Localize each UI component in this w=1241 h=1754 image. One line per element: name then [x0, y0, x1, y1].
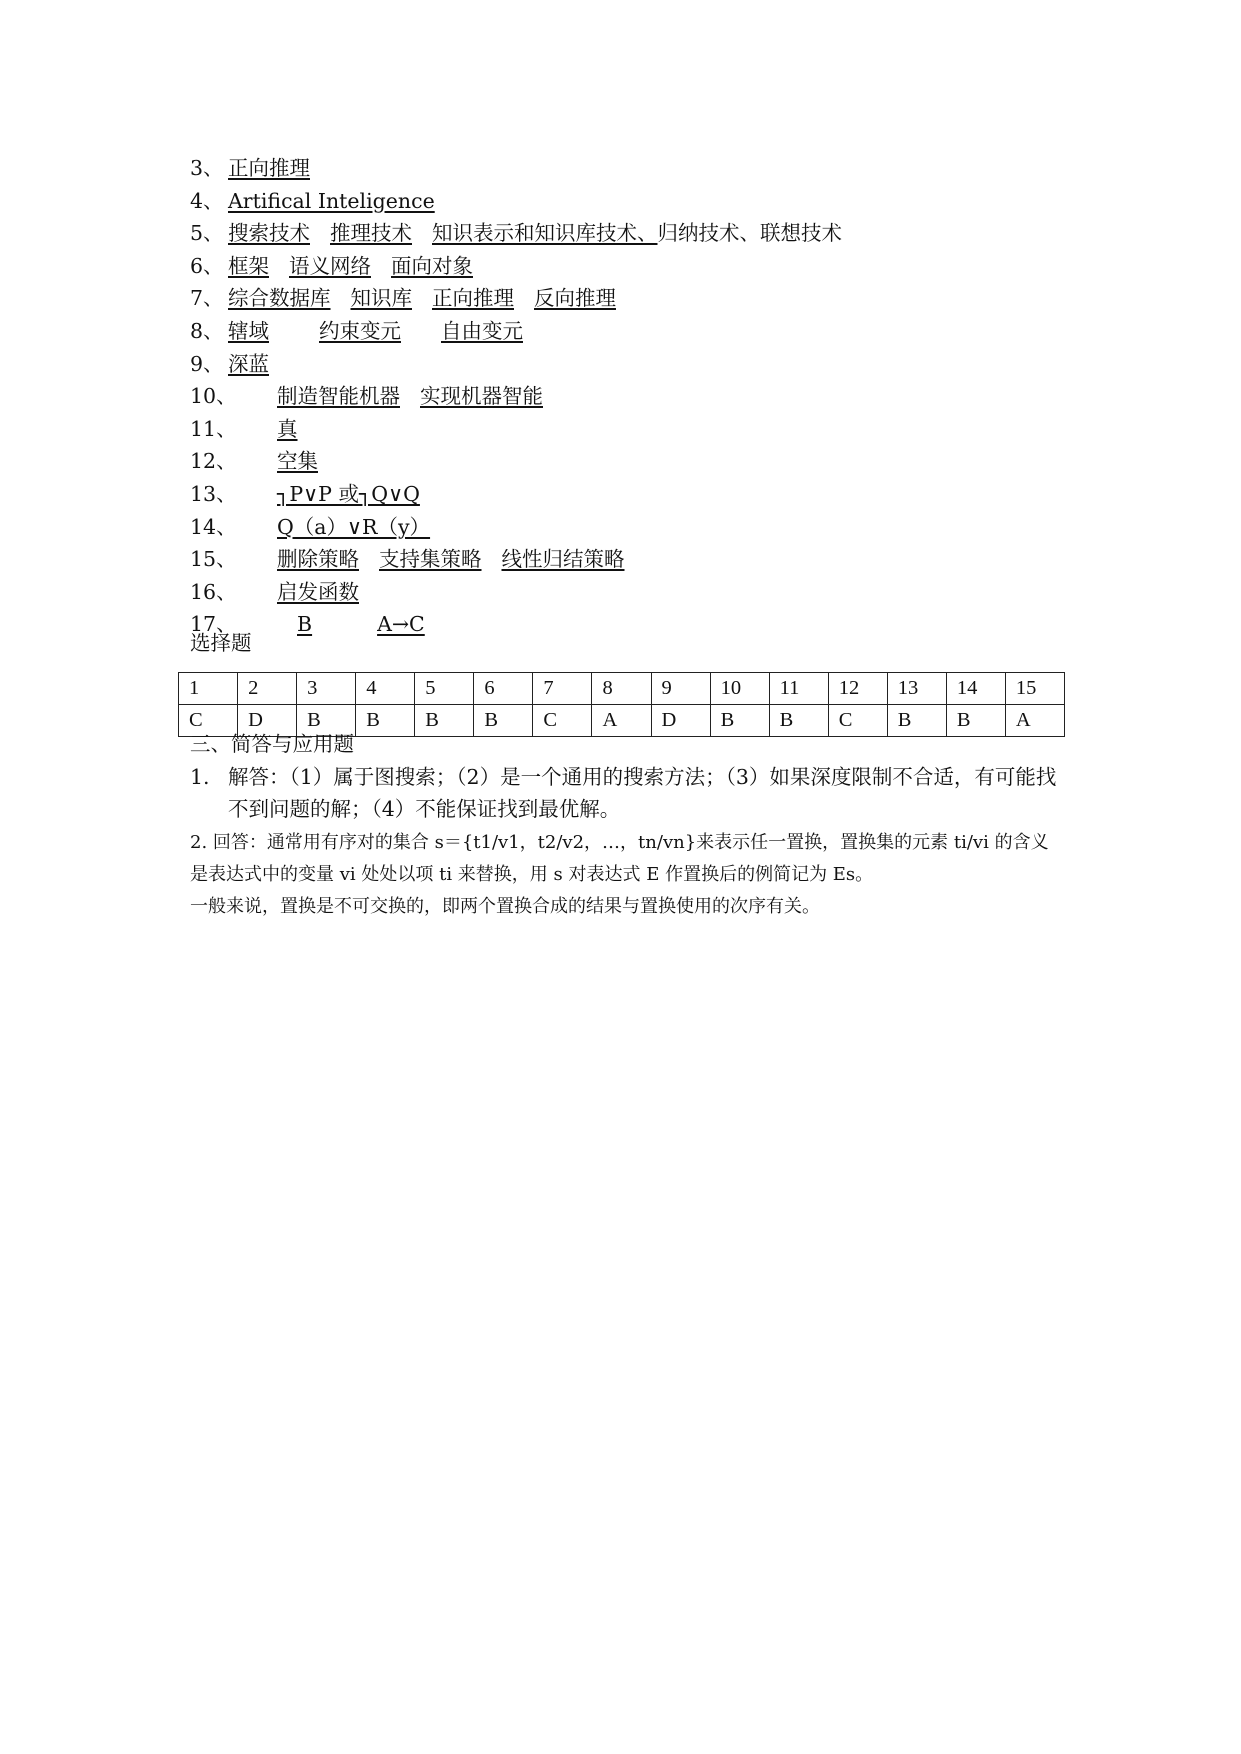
answer-group	[228, 250, 493, 283]
answer-cell: B	[356, 705, 415, 737]
answer-cell: B	[474, 705, 533, 737]
choice-section-title: 选择题	[190, 631, 252, 655]
table-row-question-numbers	[179, 673, 1065, 705]
answer-group	[277, 608, 470, 641]
short-answer-2-line-2: 是表达式中的变量 vi 处处以项 ti 来替换，用 s 对表达式 E 作置换后的例简记为 Es。	[190, 864, 874, 885]
list-item	[190, 380, 1090, 413]
answer-blank: 空集	[277, 449, 318, 474]
question-number-cell: 12	[828, 673, 887, 705]
answer-group	[277, 413, 318, 446]
answer-cell: C	[533, 705, 592, 737]
list-item	[190, 152, 1090, 185]
answer-blank: 深蓝	[228, 351, 269, 376]
answer-cell: B	[710, 705, 769, 737]
answer-blank: 辖域	[228, 318, 269, 343]
answer-blank: 正向推理	[432, 286, 514, 311]
answer-text: 解答：（1）属于图搜索；（2）是一个通用的搜索方法；（3）如果深度限制不合适，有可能找不到问题的解；（4）不能保证找到最优解。	[228, 765, 1057, 821]
answer-blank: 语义网络	[289, 253, 371, 278]
short-answer-2-line-3: 一般来说，置换是不可交换的，即两个置换合成的结果与置换使用的次序有关。	[190, 896, 820, 917]
item-number: 17、	[190, 612, 237, 637]
answer-cell: A	[1005, 705, 1064, 737]
answer-blank: 删除策略	[277, 547, 359, 572]
answer-blank: 知识表示和知识库技术、	[432, 221, 658, 246]
item-number: 5、	[190, 221, 224, 246]
answer-group	[228, 217, 842, 250]
answer-blank: 制造智能机器	[277, 384, 400, 409]
answer-group	[277, 380, 563, 413]
question-number-cell: 7	[533, 673, 592, 705]
item-number: 13、	[190, 481, 237, 506]
answer-blank: 面向对象	[391, 253, 473, 278]
item-number: 9、	[190, 351, 224, 376]
answer-tail: 归纳技术、联想技术	[657, 221, 842, 246]
list-item	[190, 543, 1090, 576]
answer-group	[228, 315, 543, 348]
answer-group	[228, 185, 455, 218]
answer-group	[277, 511, 450, 544]
answer-blank: 启发函数	[277, 579, 359, 604]
answer-cell: C	[828, 705, 887, 737]
question-number-cell: 6	[474, 673, 533, 705]
item-number: 11、	[190, 416, 237, 441]
question-number-cell: 4	[356, 673, 415, 705]
question-number-cell: 3	[297, 673, 356, 705]
answer-blank: 搜索技术	[228, 221, 310, 246]
list-item	[190, 315, 1090, 348]
answer-blank: 反向推理	[534, 286, 616, 311]
answer-cell: B	[297, 705, 356, 737]
list-item	[190, 348, 1090, 381]
answer-group	[277, 445, 338, 478]
question-number-cell: 2	[238, 673, 297, 705]
item-number: 12、	[190, 449, 237, 474]
answer-cell: B	[887, 705, 946, 737]
question-number-cell: 14	[946, 673, 1005, 705]
answer-cell: B	[946, 705, 1005, 737]
answer-blank: 支持集策略	[379, 547, 482, 572]
answer-blank: Artifical Inteligence	[228, 188, 435, 213]
item-number: 15、	[190, 547, 237, 572]
item-number: 16、	[190, 579, 237, 604]
answer-blank: 正向推理	[228, 156, 310, 180]
item-number: 6、	[190, 253, 224, 278]
question-number-cell: 10	[710, 673, 769, 705]
answer-blank: 实现机器智能	[420, 384, 543, 409]
answer-group	[228, 152, 410, 185]
short-answer-1	[190, 761, 1070, 825]
answer-cell: C	[179, 705, 238, 737]
answer-group	[228, 348, 289, 381]
question-number: 1.	[190, 765, 210, 789]
question-number-cell: 9	[651, 673, 710, 705]
answer-blank: ┐P∨P 或┐Q∨Q	[277, 481, 420, 506]
list-item	[190, 413, 1090, 446]
choice-answer-table	[178, 672, 1065, 737]
answer-blank: 线性归结策略	[501, 547, 625, 572]
answer-blank: 知识库	[350, 286, 412, 311]
answer-cell: D	[238, 705, 297, 737]
answer-blank: 框架	[228, 253, 269, 278]
question-number-cell: 15	[1005, 673, 1064, 705]
list-item	[190, 282, 1090, 315]
item-number: 7、	[190, 286, 224, 311]
list-item	[190, 511, 1090, 544]
short-answer-section-title: 三、简答与应用题	[190, 732, 354, 756]
answer-blank: 真	[277, 416, 298, 441]
fill-blank-answers	[190, 152, 1090, 641]
item-number: 8、	[190, 318, 224, 343]
answer-blank: 推理技术	[330, 221, 412, 246]
list-item	[190, 478, 1090, 511]
question-number-cell: 8	[592, 673, 651, 705]
answer-blank: B	[297, 612, 313, 637]
answer-cell: B	[769, 705, 828, 737]
item-number: 10、	[190, 384, 237, 409]
answer-cell: B	[415, 705, 474, 737]
item-number: 3、	[190, 156, 224, 180]
answer-blank: 自由变元	[441, 318, 523, 343]
answer-cell: D	[651, 705, 710, 737]
answer-blank: 约束变元	[319, 318, 401, 343]
answer-group	[277, 478, 440, 511]
short-answer-2-line-1: 2. 回答：通常用有序对的集合 s＝{t1/v1，t2/v2，…，tn/vn}来表示任一置换，置换集的元素 ti/vi 的含义	[190, 832, 1049, 853]
question-number-cell: 11	[769, 673, 828, 705]
answer-cell: A	[592, 705, 651, 737]
list-item	[190, 217, 1090, 250]
question-number-cell: 13	[887, 673, 946, 705]
question-number-cell: 1	[179, 673, 238, 705]
answer-blank: A→C	[377, 612, 425, 637]
question-number-cell: 5	[415, 673, 474, 705]
answer-group	[277, 576, 379, 609]
item-number: 4、	[190, 188, 224, 213]
list-item	[190, 185, 1090, 218]
answer-group	[228, 282, 636, 315]
item-number: 14、	[190, 514, 237, 539]
list-item	[190, 608, 1090, 641]
list-item	[190, 445, 1090, 478]
answer-blank: 综合数据库	[228, 286, 331, 311]
answer-group	[277, 543, 645, 576]
list-item	[190, 250, 1090, 283]
list-item	[190, 576, 1090, 609]
answer-blank: Q（a）∨R（y）	[277, 514, 431, 539]
